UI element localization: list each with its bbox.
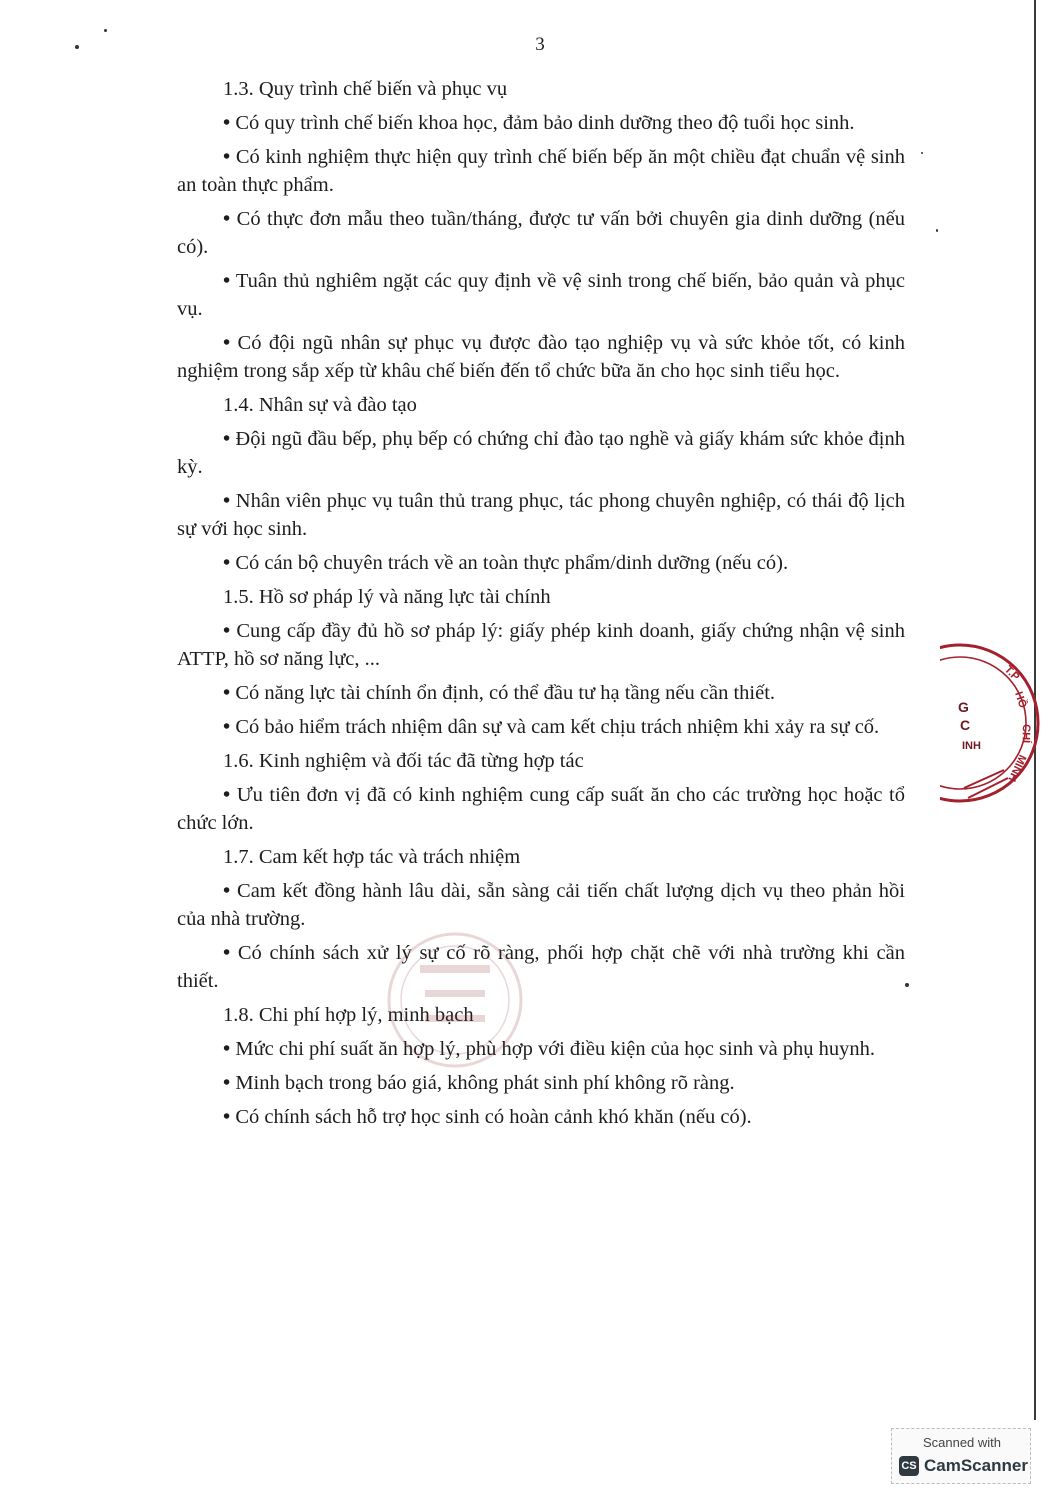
bullet-text: Có năng lực tài chính ổn định, có thể đầu tư hạ tầng nếu cần thiết.: [235, 682, 776, 704]
bullet-icon: •: [223, 784, 231, 806]
bullet-icon: •: [223, 880, 231, 902]
scan-speck: [905, 983, 909, 987]
faint-seal-imprint: [375, 930, 535, 1070]
bullet-text: Có quy trình chế biến khoa học, đảm bảo dinh dưỡng theo độ tuổi học sinh.: [235, 112, 855, 134]
bullet-paragraph: [177, 329, 905, 385]
bullet-paragraph: [177, 109, 905, 137]
section-heading: 1.7. Cam kết hợp tác và trách nhiệm: [223, 846, 521, 868]
bullet-paragraph: [177, 781, 905, 837]
bullet-paragraph: [177, 1069, 905, 1097]
stamp-text: G: [958, 699, 969, 715]
bullet-icon: •: [223, 490, 231, 512]
stamp-text: HỒ: [1012, 690, 1029, 710]
scanned-with-label: Scanned with: [922, 1435, 1002, 1450]
stamp-text: C: [960, 717, 971, 733]
bullet-paragraph: [177, 1035, 905, 1063]
bullet-paragraph: [177, 549, 905, 577]
bullet-icon: •: [223, 620, 231, 642]
bullet-icon: •: [223, 942, 231, 964]
page-number: 3: [535, 34, 545, 55]
bullet-text: Minh bạch trong báo giá, không phát sinh phí không rõ ràng.: [235, 1072, 735, 1094]
bullet-text: Cung cấp đầy đủ hồ sơ pháp lý: giấy phép kinh doanh, giấy chứng nhận vệ sinh ATTP, hồ sơ năng lực, ...: [177, 620, 906, 670]
section-heading: 1.8. Chi phí hợp lý, minh bạch: [223, 1004, 474, 1026]
document-body: [177, 75, 905, 1137]
bullet-paragraph: [177, 267, 905, 323]
stamp-text: INH: [962, 740, 981, 752]
bullet-paragraph: [177, 939, 905, 995]
bullet-paragraph: [177, 1103, 905, 1131]
bullet-text: Nhân viên phục vụ tuân thủ trang phục, tác phong chuyên nghiệp, có thái độ lịch sự với học sinh.: [177, 490, 905, 540]
scan-speck: [921, 152, 923, 154]
section-heading: 1.5. Hồ sơ pháp lý và năng lực tài chính: [223, 586, 551, 608]
bullet-text: Có cán bộ chuyên trách về an toàn thực phẩm/dinh dưỡng (nếu có).: [235, 552, 789, 574]
bullet-icon: •: [223, 682, 231, 704]
bullet-paragraph: [177, 679, 905, 707]
bullet-icon: •: [223, 716, 231, 738]
section-heading: 1.3. Quy trình chế biến và phục vụ: [223, 78, 508, 100]
bullet-paragraph: [177, 205, 905, 261]
company-seal-stamp: [940, 638, 1060, 808]
section-heading: 1.6. Kinh nghiệm và đối tác đã từng hợp tác: [223, 750, 584, 772]
bullet-icon: •: [223, 270, 231, 292]
bullet-icon: •: [223, 552, 231, 574]
scan-speck: [104, 29, 107, 32]
bullet-icon: •: [223, 208, 231, 230]
bullet-text: Có đội ngũ nhân sự phục vụ được đào tạo nghiệp vụ và sức khỏe tốt, có kinh nghiệm trong sắp xếp từ khâu chế biến đến tổ chức bữa ăn cho học sinh tiểu học.: [177, 332, 905, 382]
camscanner-badge: [891, 1428, 1031, 1484]
bullet-text: Có bảo hiểm trách nhiệm dân sự và cam kết chịu trách nhiệm khi xảy ra sự cố.: [235, 716, 880, 738]
bullet-text: Tuân thủ nghiêm ngặt các quy định về vệ sinh trong chế biến, bảo quản và phục vụ.: [177, 270, 905, 320]
stamp-text: T.P: [1001, 663, 1022, 684]
bullet-text: Có chính sách xử lý sự cố rõ ràng, phối hợp chặt chẽ với nhà trường khi cần thiết.: [177, 942, 905, 992]
bullet-icon: •: [223, 1072, 231, 1094]
scan-speck: [936, 229, 938, 232]
bullet-text: Có thực đơn mẫu theo tuần/tháng, được tư vấn bởi chuyên gia dinh dưỡng (nếu có).: [177, 208, 906, 258]
bullet-paragraph: [177, 617, 905, 673]
bullet-paragraph: [177, 713, 905, 741]
bullet-icon: •: [223, 1038, 231, 1060]
bullet-paragraph: [177, 143, 905, 199]
stamp-text: CHÍ: [1019, 723, 1032, 744]
bullet-text: Cam kết đồng hành lâu dài, sẵn sàng cải tiến chất lượng dịch vụ theo phản hồi của nhà trường.: [177, 880, 905, 930]
bullet-text: Đội ngũ đầu bếp, phụ bếp có chứng chỉ đào tạo nghề và giấy khám sức khỏe định kỳ.: [177, 428, 906, 478]
bullet-icon: •: [223, 428, 231, 450]
bullet-paragraph: [177, 877, 905, 933]
bullet-text: Ưu tiên đơn vị đã có kinh nghiệm cung cấp suất ăn cho các trường học hoặc tổ chức lớn.: [177, 784, 905, 834]
bullet-text: Mức chi phí suất ăn hợp lý, phù hợp với điều kiện của học sinh và phụ huynh.: [235, 1038, 876, 1060]
camscanner-logo-icon: CS: [899, 1456, 919, 1476]
section-heading: 1.4. Nhân sự và đào tạo: [223, 394, 417, 416]
bullet-paragraph: [177, 487, 905, 543]
bullet-text: Có chính sách hỗ trợ học sinh có hoàn cảnh khó khăn (nếu có).: [235, 1106, 752, 1128]
stamp-text: MINH: [1005, 752, 1029, 784]
bullet-icon: •: [223, 332, 231, 354]
bullet-icon: •: [223, 112, 231, 134]
bullet-icon: •: [223, 1106, 231, 1128]
bullet-icon: •: [223, 146, 231, 168]
bullet-text: Có kinh nghiệm thực hiện quy trình chế biến bếp ăn một chiều đạt chuẩn vệ sinh an toàn thực phẩm.: [177, 146, 906, 196]
camscanner-name: CamScanner: [924, 1456, 1028, 1475]
bullet-paragraph: [177, 425, 905, 481]
